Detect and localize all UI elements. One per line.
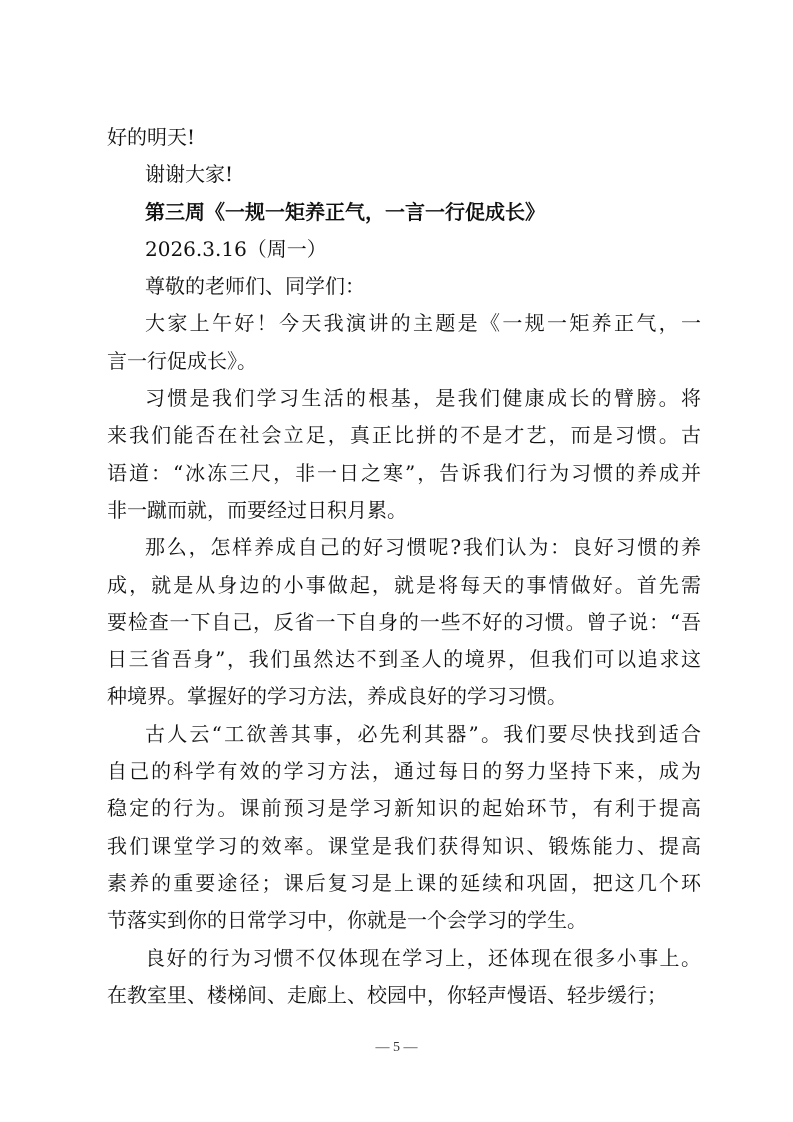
text-line: 习惯是我们学习生活的根基，是我们健康成长的臂膀。将	[145, 386, 701, 411]
text-line: 来我们能否在社会立足，真正比拼的不是才艺，而是习惯。古	[107, 423, 701, 448]
paragraph	[107, 716, 701, 940]
text-line: 2026.3.16（周一）	[145, 236, 327, 261]
text-line: 成，就是从身边的小事做起，就是将每天的事情做好。首先需	[107, 572, 701, 597]
paragraph	[107, 119, 701, 156]
text-line: 种境界。掌握好的学习方法，养成良好的学习习惯。	[107, 684, 567, 709]
text-line: 谢谢大家!	[145, 162, 234, 187]
text-line: 大家上午好！今天我演讲的主题是《一规一矩养正气，一	[145, 311, 701, 336]
text-line: 日三省吾身”，我们虽然达不到圣人的境界，但我们可以追求这	[107, 647, 701, 672]
text-line: 我们课堂学习的效率。课堂是我们获得知识、锻炼能力、提高	[107, 833, 701, 858]
paragraph	[107, 940, 701, 1015]
document-body	[107, 119, 701, 1014]
paragraph	[107, 305, 701, 380]
paragraph	[107, 529, 701, 715]
text-line: 节落实到你的日常学习中，你就是一个会学习的学生。	[107, 908, 587, 933]
paragraph	[107, 380, 701, 529]
text-line: 自己的科学有效的学习方法，通过每日的努力坚持下来，成为	[107, 759, 701, 784]
text-line: 那么，怎样养成自己的好习惯呢?我们认为：良好习惯的养	[145, 535, 701, 560]
text-line: 素养的重要途径；课后复习是上课的延续和巩固，把这几个环	[107, 870, 701, 895]
text-line: 古人云“工欲善其事，必先利其器”。我们要尽快找到适合	[145, 721, 701, 746]
text-line: 要检查一下自己，反省一下自身的一些不好的习惯。曾子说：“吾	[107, 609, 701, 634]
text-line: 在教室里、楼梯间、走廊上、校园中，你轻声慢语、轻步缓行；	[107, 982, 667, 1007]
text-line: 语道：“冰冻三尺，非一日之寒”，告诉我们行为习惯的养成并	[107, 460, 701, 485]
paragraph	[107, 156, 701, 193]
text-line: 稳定的行为。课前预习是学习新知识的起始环节，有利于提高	[107, 796, 701, 821]
text-line: 良好的行为习惯不仅体现在学习上，还体现在很多小事上。	[145, 945, 701, 970]
section-heading	[107, 194, 701, 231]
text-line: 好的明天!	[107, 125, 196, 149]
text-line: 尊敬的老师们、同学们：	[145, 274, 365, 299]
paragraph	[107, 231, 701, 268]
text-line: 言一行促成长》。	[107, 348, 257, 373]
paragraph	[107, 268, 701, 305]
text-line: 非一蹴而就，而要经过日积月累。	[107, 497, 407, 522]
text-line: 第三周《一规一矩养正气，一言一行促成长》	[145, 199, 545, 224]
page-number: — 5 —	[375, 1040, 418, 1055]
